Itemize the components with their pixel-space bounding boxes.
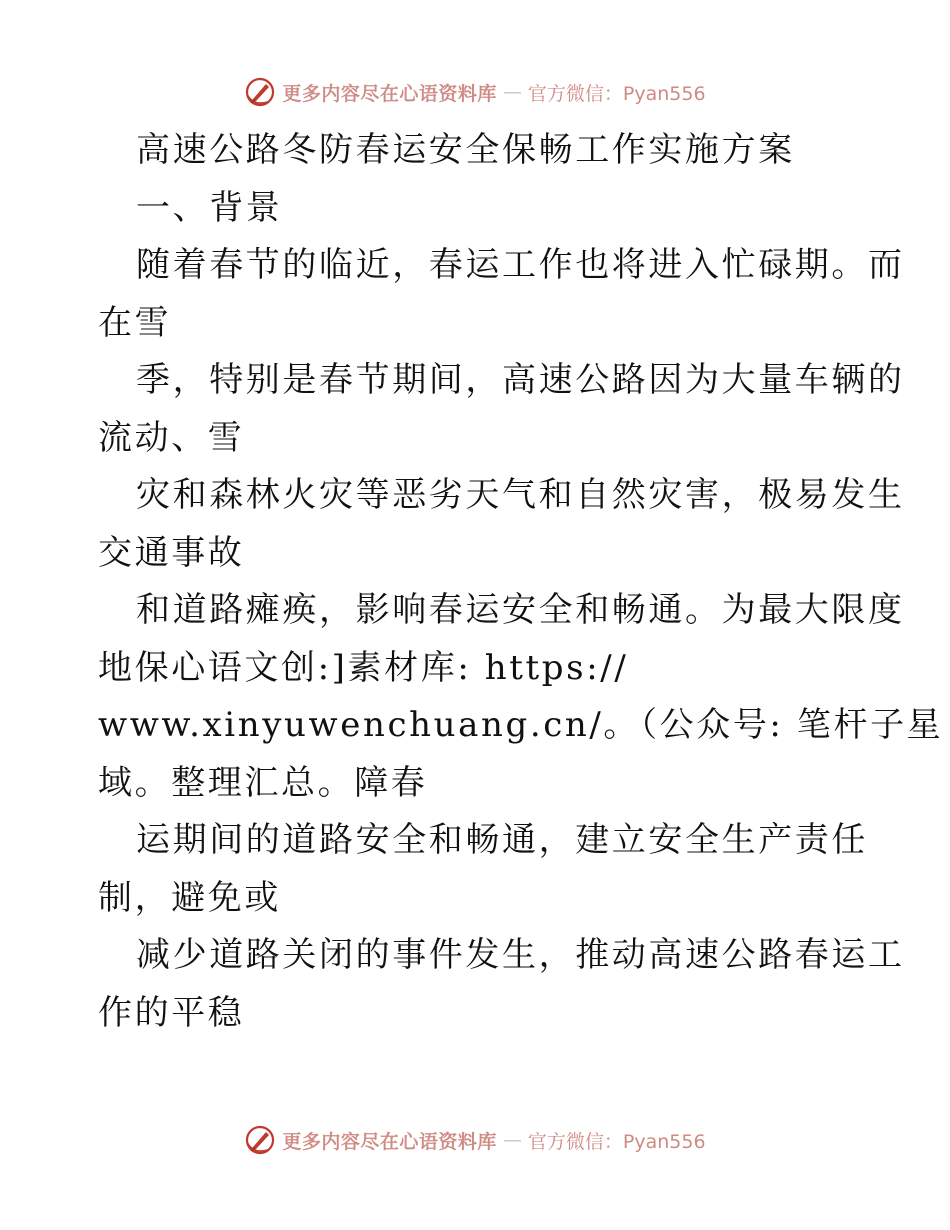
paragraph-line: 灾和森林火灾等恶劣天气和自然灾害，极易发生: [136, 475, 905, 515]
paragraph-line: www.xinyuwenchuang.cn/。（公众号: 笔杆子星: [98, 705, 944, 745]
document-body: [98, 122, 944, 1042]
paragraph-line: 作的平稳: [98, 992, 245, 1033]
paragraph-line: 流动、雪: [98, 417, 245, 458]
paragraph-line: 运期间的道路安全和畅通，建立安全生产责任: [136, 820, 868, 860]
paragraph-line: 地保心语文创:]素材库: https://: [98, 647, 629, 688]
footer-watermark: [0, 1120, 950, 1160]
quill-pen-logo-icon: [244, 1124, 276, 1156]
watermark-wechat-text: 官方微信：Pyan556: [527, 82, 706, 105]
paragraph-line: 制，避免或: [98, 877, 281, 918]
watermark-wechat-text: 官方微信：Pyan556: [527, 1130, 706, 1153]
watermark-site-text: 更多内容尽在心语资料库: [282, 82, 497, 105]
watermark-site-text: 更多内容尽在心语资料库: [282, 1130, 497, 1153]
paragraph-line: 随着春节的临近，春运工作也将进入忙碌期。而: [136, 245, 905, 285]
paragraph-line: 季，特别是春节期间，高速公路因为大量车辆的: [136, 360, 905, 400]
watermark-dash: —: [502, 81, 522, 103]
quill-pen-logo-icon: [244, 76, 276, 108]
paragraph-line: 减少道路关闭的事件发生，推动高速公路春运工: [136, 935, 905, 975]
header-watermark: [0, 72, 950, 112]
paragraph-line: 和道路瘫痪，影响春运安全和畅通。为最大限度: [136, 590, 905, 630]
paragraph-line: 交通事故: [98, 532, 245, 573]
paragraph-line: 域。整理汇总。障春: [98, 762, 428, 803]
section-heading-background: 一、背景: [136, 187, 283, 228]
watermark-dash: —: [502, 1129, 522, 1151]
paragraph-line: 在雪: [98, 302, 172, 343]
document-title: 高速公路冬防春运安全保畅工作实施方案: [136, 130, 795, 170]
